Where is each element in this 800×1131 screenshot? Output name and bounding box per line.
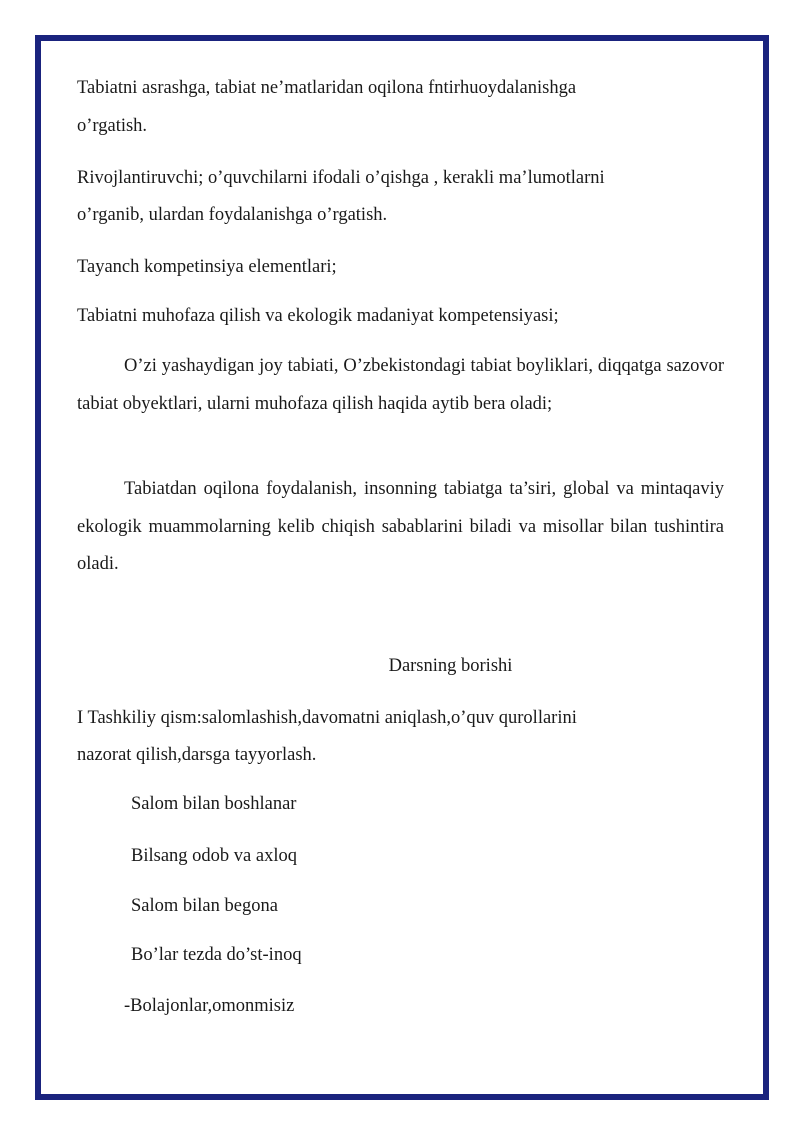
poem-line-2: Bilsang odob va axloq [131, 846, 297, 866]
paragraph-2: Tabiatdan oqilona foydalanish, insonning tabiatga ta’siri, global va mintaqaviy ekologik muammolarning kelib chiqish sabablarini biladi va misollar bilan tushintira oladi. [77, 479, 724, 574]
greeting-line: -Bolajonlar,omonmisiz [124, 996, 295, 1016]
poem-line-3: Salom bilan begona [131, 896, 278, 916]
org-line-2: nazorat qilish,darsga tayyorlash. [77, 745, 317, 765]
poem-line-4: Bo’lar tezda do’st-inoq [131, 945, 302, 965]
text-line-6: Tabiatni muhofaza qilish va ekologik madaniyat kompetensiyasi; [77, 306, 559, 326]
org-line-1: I Tashkiliy qism:salomlashish,davomatni aniqlash,o’quv qurollarini [77, 708, 577, 728]
section-heading: Darsning borishi [388, 656, 513, 676]
poem-line-1: Salom bilan boshlanar [131, 794, 297, 814]
text-line-5: Tayanch kompetinsiya elementlari; [77, 257, 337, 277]
paragraph-1: O’zi yashaydigan joy tabiati, O’zbekistondagi tabiat boyliklari, diqqatga sazovor tabiat obyektlari, ularni muhofaza qilish haqida aytib bera oladi; [77, 356, 724, 414]
text-line-1: Tabiatni asrashga, tabiat ne’matlaridan oqilona fntirhuoydalanishga [77, 78, 577, 98]
text-line-2: o’rgatish. [77, 116, 148, 136]
text-line-4: o’rganib, ulardan foydalanishga o’rgatish. [77, 205, 388, 225]
text-line-3: Rivojlantiruvchi; o’quvchilarni ifodali o’qishga , kerakli ma’lumotlarni [77, 168, 605, 188]
